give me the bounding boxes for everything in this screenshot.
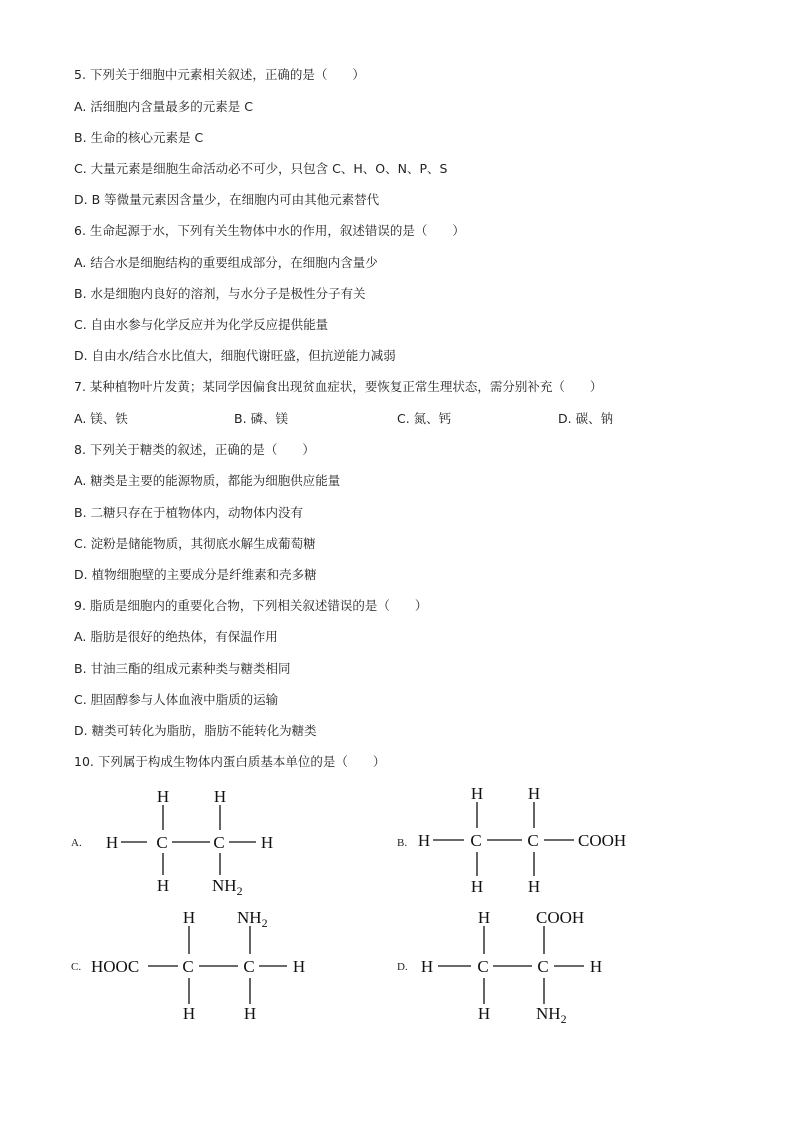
atom: H <box>243 1004 257 1023</box>
q10-stem: 10. 下列属于构成生物体内蛋白质基本单位的是（ ） <box>74 754 386 769</box>
q6-option-c: C. 自由水参与化学反应并为化学反应提供能量 <box>74 317 329 332</box>
atom: C <box>537 957 549 976</box>
q7-option-d: D. 碳、钠 <box>558 411 614 426</box>
q8-option-d: D. 植物细胞壁的主要成分是纤维素和壳多糖 <box>74 567 317 582</box>
atom: H <box>260 833 274 852</box>
atom: HOOC <box>91 957 140 976</box>
q6-option-a: A. 结合水是细胞结构的重要组成部分，在细胞内含量少 <box>74 255 378 270</box>
atom: C <box>182 957 194 976</box>
atom: H <box>156 787 170 806</box>
atom: H <box>477 908 491 927</box>
q7-option-a: A. 镁、铁 <box>74 411 128 426</box>
structure-b-label: B. <box>397 837 408 849</box>
q5-option-a: A. 活细胞内含量最多的元素是 C <box>74 99 253 114</box>
atom: C <box>527 831 539 850</box>
q9-stem: 9. 脂质是细胞内的重要化合物，下列相关叙述错误的是（ ） <box>74 598 428 613</box>
atom: H <box>182 908 196 927</box>
atom: H <box>417 831 431 850</box>
atom: $NH_2$ <box>237 908 268 930</box>
atom: H <box>182 1004 196 1023</box>
atom: H <box>477 1004 491 1023</box>
atom: H <box>470 877 484 896</box>
q8-stem: 8. 下列关于糖类的叙述，正确的是（ ） <box>74 442 315 457</box>
structure-c-label: C. <box>71 961 82 973</box>
atom: H <box>292 957 306 976</box>
q6-option-d: D. 自由水/结合水比值大，细胞代谢旺盛，但抗逆能力减弱 <box>74 348 396 363</box>
structure-d-label: D. <box>397 961 408 973</box>
atom: H <box>527 877 541 896</box>
q9-option-d: D. 糖类可转化为脂肪，脂肪不能转化为糖类 <box>74 723 317 738</box>
atom: $NH_2$ <box>212 876 243 898</box>
atom: C <box>243 957 255 976</box>
q5-option-b: B. 生命的核心元素是 C <box>74 130 204 145</box>
q8-option-c: C. 淀粉是储能物质，其彻底水解生成葡萄糖 <box>74 536 316 551</box>
q8-option-b: B. 二糖只存在于植物体内，动物体内没有 <box>74 505 304 520</box>
atom: H <box>527 784 541 803</box>
atom: H <box>420 957 434 976</box>
atom: H <box>156 876 170 895</box>
q6-stem: 6. 生命起源于水，下列有关生物体中水的作用，叙述错误的是（ ） <box>74 223 465 238</box>
atom: H <box>589 957 603 976</box>
q9-option-a: A. 脂肪是很好的绝热体，有保温作用 <box>74 629 278 644</box>
q5-option-c: C. 大量元素是细胞生命活动必不可少，只包含 C、H、O、N、P、S <box>74 161 448 176</box>
atom: C <box>470 831 482 850</box>
atom: H <box>213 787 227 806</box>
atom: H <box>105 833 119 852</box>
atom: $NH_2$ <box>536 1004 567 1026</box>
structure-a-label: A. <box>71 837 82 849</box>
atom: COOH <box>536 908 585 927</box>
q7-stem: 7. 某种植物叶片发黄；某同学因偏食出现贫血症状，要恢复正常生理状态，需分别补充（ ） <box>74 379 603 394</box>
q6-option-b: B. 水是细胞内良好的溶剂，与水分子是极性分子有关 <box>74 286 366 301</box>
atom: C <box>213 833 225 852</box>
atom: C <box>477 957 489 976</box>
q9-option-c: C. 胆固醇参与人体血液中脂质的运输 <box>74 692 279 707</box>
q5-stem: 5. 下列关于细胞中元素相关叙述，正确的是（ ） <box>74 67 365 82</box>
structure-d <box>397 908 602 1026</box>
q8-option-a: A. 糖类是主要的能源物质，都能为细胞供应能量 <box>74 473 341 488</box>
q5-option-d: D. B 等微量元素因含量少，在细胞内可由其他元素替代 <box>74 192 380 207</box>
atom: COOH <box>578 831 627 850</box>
atom: C <box>156 833 168 852</box>
q7-option-b: B. 磷、镁 <box>234 411 289 426</box>
q7-option-c: C. 氮、钙 <box>397 411 452 426</box>
q9-option-b: B. 甘油三酯的组成元素种类与糖类相同 <box>74 661 291 676</box>
atom: H <box>470 784 484 803</box>
